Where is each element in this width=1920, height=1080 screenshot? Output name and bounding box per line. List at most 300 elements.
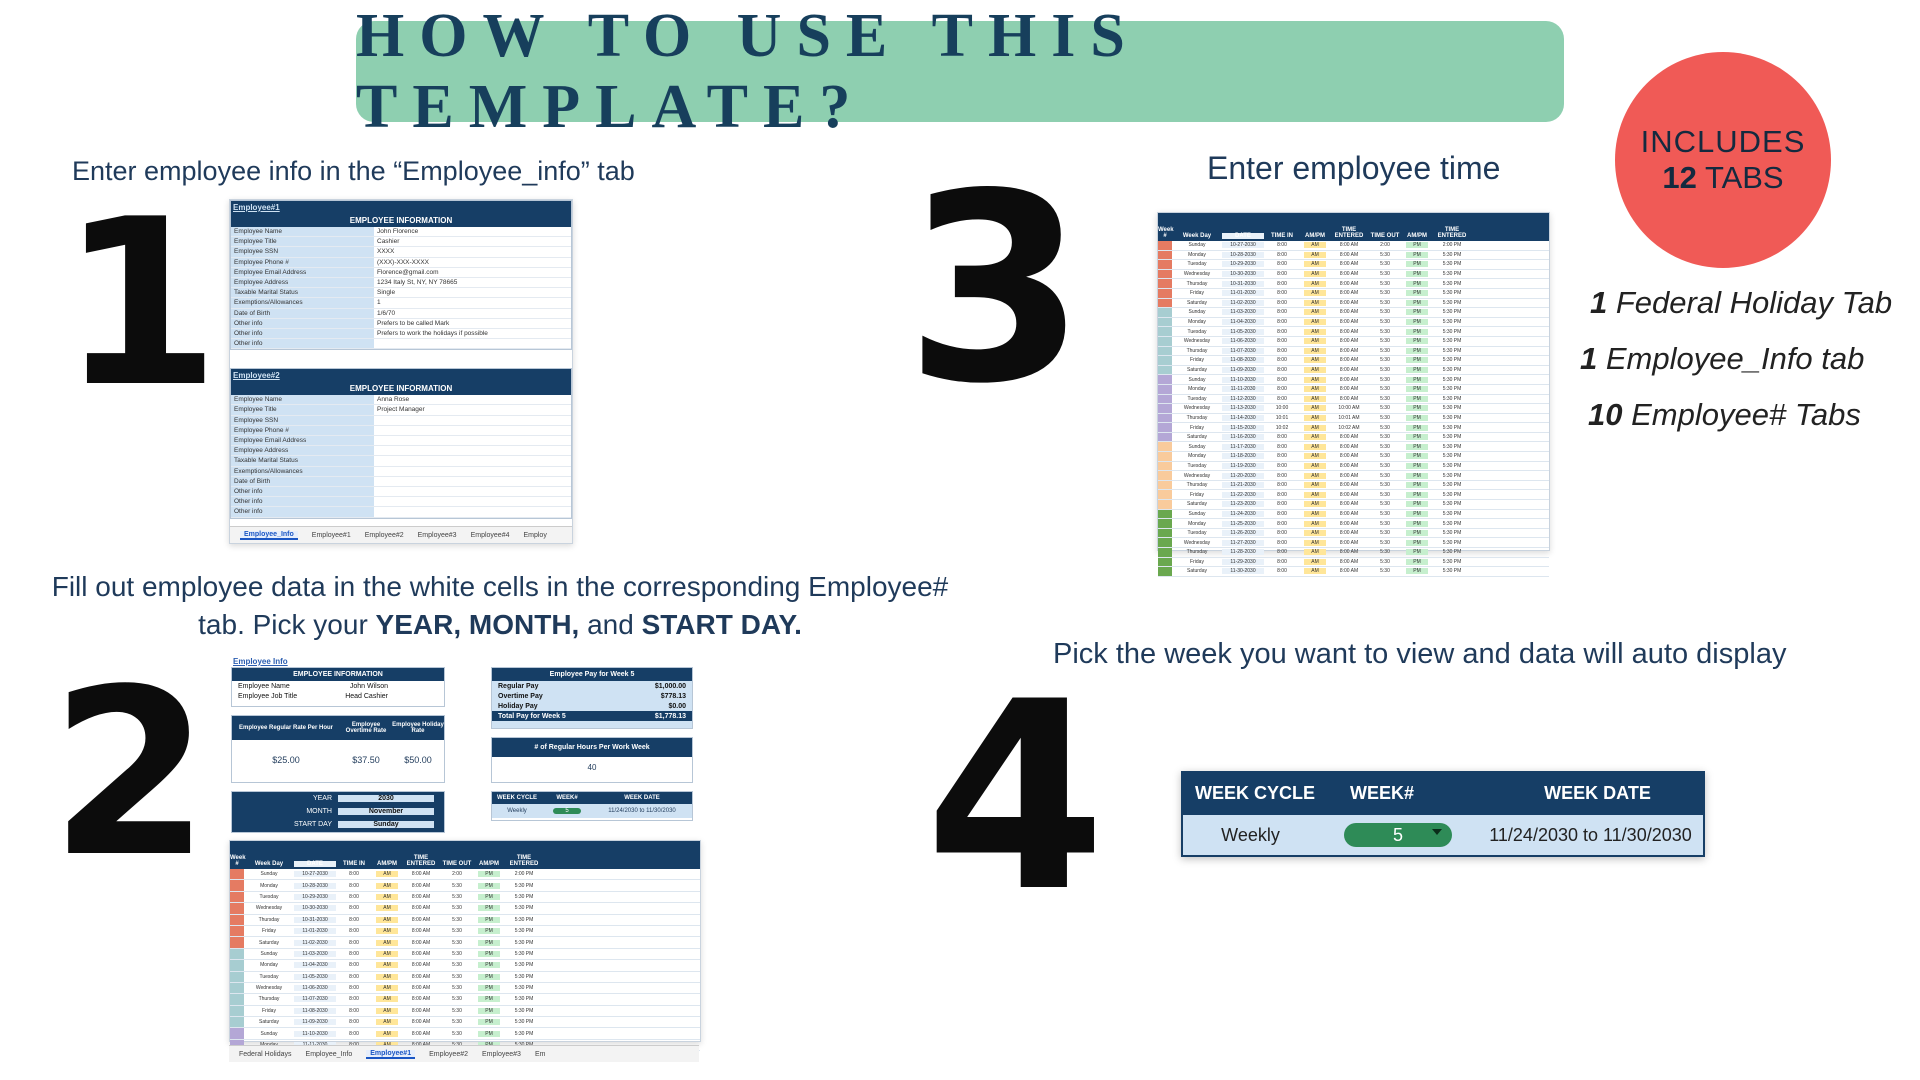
field-value[interactable] [374,456,571,465]
time-entered-cell: 2:00 PM [1442,242,1462,249]
sheet-tab[interactable]: Em [534,1050,546,1058]
am-pm-select[interactable]: PM [1402,568,1432,574]
time-in-cell[interactable]: 8:00 [1277,280,1287,287]
am-pm-select[interactable]: AM [1300,338,1330,344]
time-entered-cell: 8:00 AM [1339,319,1359,326]
time-entered-cell: 5:30 PM [1442,328,1462,335]
am-pm-select[interactable]: AM [372,962,402,968]
employee-link[interactable]: Employee#1 [233,203,280,212]
time-out-cell[interactable]: 5:30 [452,1019,462,1026]
am-pm-select[interactable]: PM [1402,348,1432,354]
date-cell: 11-04-2030 [294,962,336,968]
time-in-cell[interactable]: 8:00 [1277,357,1287,364]
step-2-caption [0,568,1000,644]
time-in-cell[interactable]: 8:00 [1277,261,1287,268]
time-in-cell[interactable]: 8:00 [1277,271,1287,278]
am-pm-select[interactable]: AM [372,871,402,877]
am-pm-select[interactable]: AM [1300,521,1330,527]
am-pm-select[interactable]: PM [1402,501,1432,507]
time-in-cell[interactable]: 8:00 [1277,251,1287,258]
am-pm-select[interactable]: AM [1300,501,1330,507]
am-pm-select[interactable]: PM [1402,530,1432,536]
am-pm-select[interactable]: PM [474,974,504,980]
time-in-cell[interactable]: 8:00 [1277,539,1287,546]
time-out-cell[interactable]: 5:30 [452,996,462,1003]
field-value[interactable]: Project Manager [377,406,425,414]
field-value[interactable]: Cashier [377,238,400,246]
am-pm-select[interactable]: AM [1300,271,1330,277]
time-in-cell[interactable]: 8:00 [349,905,359,912]
am-pm-select[interactable]: AM [1300,309,1330,315]
am-pm-select[interactable]: AM [372,940,402,946]
am-pm-select[interactable]: PM [1402,463,1432,469]
am-pm-select[interactable]: PM [1402,453,1432,459]
week-band [1158,452,1172,461]
am-pm-select[interactable]: PM [474,894,504,900]
time-in-cell[interactable]: 8:00 [349,882,359,889]
time-in-cell[interactable]: 8:00 [1277,549,1287,556]
time-entered-cell: 8:00 AM [1339,280,1359,287]
field-value[interactable]: 1 [377,299,381,307]
regular-rate[interactable]: $25.00 [272,755,300,765]
time-entered-cell: 5:30 PM [514,1030,534,1037]
am-pm-select[interactable]: PM [1402,242,1432,248]
field-value[interactable] [374,497,571,506]
am-pm-select[interactable]: AM [1300,540,1330,546]
field-value[interactable]: 1/6/70 [377,309,396,317]
time-in-cell[interactable]: 8:00 [1277,434,1287,441]
am-pm-select[interactable]: PM [1402,396,1432,402]
time-out-cell[interactable]: 5:30 [1380,395,1390,402]
am-pm-select[interactable]: PM [474,1019,504,1025]
time-in-cell[interactable]: 8:00 [349,871,359,878]
time-in-cell[interactable]: 8:00 [1277,309,1287,316]
time-in-cell[interactable]: 8:00 [1277,558,1287,565]
am-pm-select[interactable]: PM [1402,386,1432,392]
am-pm-select[interactable]: PM [474,871,504,877]
am-pm-select[interactable]: AM [1300,530,1330,536]
time-out-cell[interactable]: 5:30 [1380,501,1390,508]
month-select[interactable]: November [338,808,434,815]
time-in-cell[interactable]: 8:00 [1277,568,1287,575]
am-pm-select[interactable]: PM [1402,482,1432,488]
time-in-cell[interactable]: 8:00 [1277,462,1287,469]
am-pm-select[interactable]: PM [1402,492,1432,498]
time-in-cell[interactable]: 8:00 [1277,510,1287,517]
employee-sheet [229,655,704,1075]
time-out-cell[interactable]: 5:30 [452,939,462,946]
time-out-cell[interactable]: 5:30 [452,893,462,900]
am-pm-select[interactable]: AM [372,996,402,1002]
week-band [1158,558,1172,567]
week-band [1158,538,1172,547]
am-pm-select[interactable]: PM [1402,261,1432,267]
time-entered-cell: 8:00 AM [1339,501,1359,508]
field-value[interactable] [374,416,571,425]
am-pm-select[interactable]: AM [1300,290,1330,296]
employee-link[interactable]: Employee#2 [233,371,280,381]
column-header: TIME ENTERED [1437,227,1467,239]
am-pm-select[interactable]: AM [1300,463,1330,469]
time-out-cell[interactable]: 5:30 [452,973,462,980]
table-row [1158,270,1549,280]
time-out-cell[interactable]: 5:30 [1380,568,1390,575]
am-pm-select[interactable]: PM [1402,367,1432,373]
table-row [1158,337,1549,347]
am-pm-select[interactable]: PM [1402,559,1432,565]
am-pm-select[interactable]: AM [372,1019,402,1025]
time-out-cell[interactable]: 5:30 [452,882,462,889]
time-out-cell[interactable]: 5:30 [1380,367,1390,374]
table-row [1158,260,1549,270]
time-out-cell[interactable]: 5:30 [1380,453,1390,460]
time-in-cell[interactable]: 8:00 [1277,395,1287,402]
am-pm-select[interactable]: AM [372,1008,402,1014]
time-out-cell[interactable]: 5:30 [1380,347,1390,354]
field-value[interactable]: Single [377,289,396,297]
time-in-cell[interactable]: 8:00 [1277,453,1287,460]
am-pm-select[interactable]: AM [1300,568,1330,574]
am-pm-select[interactable]: AM [372,951,402,957]
time-in-cell[interactable]: 8:00 [1277,482,1287,489]
am-pm-select[interactable]: AM [1300,252,1330,258]
table-row [230,1017,700,1028]
time-out-cell[interactable]: 5:30 [1380,549,1390,556]
time-out-cell[interactable]: 5:30 [452,985,462,992]
field-value[interactable] [374,446,571,455]
am-pm-select[interactable]: AM [1300,329,1330,335]
am-pm-select[interactable]: AM [1300,511,1330,517]
am-pm-select[interactable]: AM [1300,425,1330,431]
sheet-tab[interactable]: Employee#1 [311,531,351,539]
sheet-tab[interactable]: Employee#1 [366,1050,415,1059]
time-out-cell[interactable]: 5:30 [1380,491,1390,498]
time-entered-cell: 8:00 AM [411,996,431,1003]
time-entered-cell: 5:30 PM [1442,462,1462,469]
time-in-cell[interactable]: 10:02 [1275,424,1289,431]
week-number-dropdown[interactable]: 5 [1344,823,1452,847]
am-pm-select[interactable]: AM [1300,453,1330,459]
am-pm-select[interactable]: PM [1402,357,1432,363]
time-in-cell[interactable]: 8:00 [1277,319,1287,326]
start-day-select[interactable]: Sunday [338,821,434,828]
am-pm-select[interactable]: AM [372,894,402,900]
am-pm-select[interactable]: PM [1402,425,1432,431]
week-day: Thursday [258,916,280,923]
field-value[interactable]: Florence@gmail.com [377,268,439,276]
am-pm-select[interactable]: PM [1402,434,1432,440]
am-pm-select[interactable]: PM [474,917,504,923]
sheet-tab[interactable]: Employee#2 [429,1050,469,1058]
field-value[interactable]: XXXX [377,248,395,256]
year-select[interactable]: 2030 [338,795,434,802]
am-pm-select[interactable]: PM [1402,415,1432,421]
time-in-cell[interactable]: 8:00 [349,996,359,1003]
field-value[interactable] [374,467,571,476]
table-row [230,994,700,1005]
time-out-cell[interactable]: 5:30 [452,916,462,923]
field-value[interactable] [374,339,571,348]
week-number-select[interactable]: 5 [553,808,580,814]
time-in-cell[interactable]: 8:00 [1277,530,1287,537]
column-header: Week # [230,855,246,867]
time-in-cell[interactable]: 8:00 [1277,491,1287,498]
week-day: Monday [260,882,278,889]
field-value[interactable]: Prefers to be called Mark [377,319,450,327]
time-entered-cell: 8:00 AM [1339,251,1359,258]
am-pm-select[interactable]: AM [1300,396,1330,402]
am-pm-select[interactable]: AM [372,917,402,923]
time-in-cell[interactable]: 8:00 [1277,520,1287,527]
field-label: Other info [231,329,374,338]
date-cell: 11-15-2030 [1222,425,1264,431]
am-pm-select[interactable]: AM [1300,549,1330,555]
time-out-cell[interactable]: 5:30 [1380,510,1390,517]
time-entered-cell: 5:30 PM [514,950,534,957]
date-cell: 11-14-2030 [1222,415,1264,421]
time-out-cell[interactable]: 5:30 [1380,299,1390,306]
time-out-cell[interactable]: 5:30 [1380,434,1390,441]
time-in-cell[interactable]: 8:00 [1277,376,1287,383]
time-out-cell[interactable]: 5:30 [1380,290,1390,297]
field-value[interactable]: John Florence [377,228,419,235]
time-in-cell[interactable]: 8:00 [349,950,359,957]
field-value[interactable]: Anna Rose [377,396,410,404]
time-in-cell[interactable]: 8:00 [1277,347,1287,354]
am-pm-select[interactable]: AM [1300,377,1330,383]
time-out-cell[interactable]: 5:30 [1380,414,1390,421]
time-in-cell[interactable]: 8:00 [1277,242,1287,249]
am-pm-select[interactable]: AM [372,1031,402,1037]
regular-hours-value[interactable]: 40 [587,763,597,772]
time-out-cell[interactable]: 5:30 [1380,539,1390,546]
am-pm-select[interactable]: AM [1300,357,1330,363]
am-pm-select[interactable]: AM [1300,348,1330,354]
week-day: Sunday [260,950,278,957]
am-pm-select[interactable]: PM [474,985,504,991]
week-band [1158,318,1172,327]
time-entered-cell: 8:00 AM [1339,290,1359,297]
time-out-cell[interactable]: 5:30 [1380,271,1390,278]
time-out-cell[interactable]: 5:30 [1380,558,1390,565]
time-in-cell[interactable]: 10:00 [1275,405,1289,412]
am-pm-select[interactable]: AM [1300,444,1330,450]
time-entered-cell: 5:30 PM [514,996,534,1003]
time-out-cell[interactable]: 5:30 [1380,386,1390,393]
employee-info-link[interactable]: Employee Info [233,657,288,666]
am-pm-select[interactable]: PM [474,1008,504,1014]
time-out-cell[interactable]: 5:30 [1380,309,1390,316]
time-entered-cell: 5:30 PM [1442,414,1462,421]
am-pm-select[interactable]: AM [1300,492,1330,498]
table-row [230,960,700,971]
am-pm-select[interactable]: AM [1300,405,1330,411]
time-out-cell[interactable]: 5:30 [452,1007,462,1014]
am-pm-select[interactable]: PM [1402,329,1432,335]
time-entered-cell: 5:30 PM [1442,530,1462,537]
field-value[interactable] [374,426,571,435]
am-pm-select[interactable]: AM [1300,281,1330,287]
field-value[interactable]: 1234 Italy St, NY, NY 78665 [377,278,458,286]
time-entered-cell: 5:30 PM [1442,367,1462,374]
time-out-cell[interactable]: 2:00 [1380,242,1390,249]
am-pm-select[interactable]: PM [474,1031,504,1037]
am-pm-select[interactable]: PM [1402,540,1432,546]
time-entered-cell: 5:30 PM [514,916,534,923]
field-value[interactable] [374,436,571,445]
time-entered-cell: 8:00 AM [411,905,431,912]
time-in-cell[interactable]: 8:00 [349,939,359,946]
time-in-cell[interactable]: 8:00 [1277,443,1287,450]
time-in-cell[interactable]: 8:00 [349,1030,359,1037]
time-out-cell[interactable]: 5:30 [452,962,462,969]
date-cell: 10-29-2030 [294,894,336,900]
time-in-cell[interactable]: 8:00 [1277,367,1287,374]
am-pm-select[interactable]: PM [1402,473,1432,479]
am-pm-select[interactable]: AM [1300,319,1330,325]
am-pm-select[interactable]: PM [1402,511,1432,517]
time-entered-cell: 8:00 AM [1339,434,1359,441]
week-day: Monday [1188,520,1206,527]
am-pm-select[interactable]: PM [474,996,504,1002]
am-pm-select[interactable]: AM [1300,559,1330,565]
am-pm-select[interactable]: PM [1402,521,1432,527]
am-pm-select[interactable]: PM [1402,290,1432,296]
am-pm-select[interactable]: AM [1300,300,1330,306]
time-in-cell[interactable]: 10:01 [1275,414,1289,421]
am-pm-select[interactable]: AM [1300,367,1330,373]
table-row [1158,366,1549,376]
time-out-cell[interactable]: 5:30 [1380,530,1390,537]
am-pm-select[interactable]: PM [474,940,504,946]
time-out-cell[interactable]: 5:30 [1380,462,1390,469]
am-pm-select[interactable]: PM [1402,281,1432,287]
date-cell: 11-07-2030 [1222,348,1264,354]
time-out-cell[interactable]: 5:30 [452,950,462,957]
time-out-cell[interactable]: 5:30 [452,905,462,912]
sheet-tab[interactable]: Employee#4 [470,531,510,539]
sheet-tab[interactable]: Federal Holidays [239,1050,292,1058]
table-row [1158,452,1549,462]
sheet-tab[interactable]: Employee#3 [417,531,457,539]
week-band [230,994,244,1004]
am-pm-select[interactable]: AM [372,985,402,991]
am-pm-select[interactable]: AM [1300,434,1330,440]
time-out-cell[interactable]: 5:30 [1380,338,1390,345]
field-value[interactable]: (XXX)-XXX-XXXX [377,258,430,266]
time-in-cell[interactable]: 8:00 [349,985,359,992]
sheet-tab[interactable]: Employee#3 [482,1050,521,1058]
sheet-tab[interactable]: Employee#2 [364,531,404,539]
am-pm-select[interactable]: PM [474,883,504,889]
am-pm-select[interactable]: PM [1402,300,1432,306]
time-in-cell[interactable]: 8:00 [1277,338,1287,345]
time-in-cell[interactable]: 8:00 [1277,501,1287,508]
am-pm-select[interactable]: PM [1402,319,1432,325]
time-out-cell[interactable]: 5:30 [1380,319,1390,326]
time-out-cell[interactable]: 5:30 [1380,251,1390,258]
time-out-cell[interactable]: 5:30 [452,1030,462,1037]
am-pm-select[interactable]: AM [372,883,402,889]
am-pm-select[interactable]: PM [474,962,504,968]
am-pm-select[interactable]: AM [372,928,402,934]
time-in-cell[interactable]: 8:00 [349,962,359,969]
sheet-tab[interactable]: Employee_Info [305,1050,353,1058]
time-out-cell[interactable]: 5:30 [1380,376,1390,383]
time-out-cell[interactable]: 2:00 [452,871,462,878]
am-pm-select[interactable]: PM [474,928,504,934]
field-value[interactable]: Prefers to work the holidays if possible [377,329,488,337]
time-out-cell[interactable]: 5:30 [1380,472,1390,479]
field-label: Employee Name [231,395,374,404]
am-pm-select[interactable]: AM [372,974,402,980]
am-pm-select[interactable]: AM [1300,482,1330,488]
am-pm-select[interactable]: AM [1300,386,1330,392]
week-band [230,915,244,925]
week-day: Thursday [1186,280,1208,287]
time-out-cell[interactable]: 5:30 [1380,405,1390,412]
time-in-cell[interactable]: 8:00 [1277,386,1287,393]
time-out-cell[interactable]: 5:30 [1380,520,1390,527]
employee-block [230,368,572,518]
sheet-tab[interactable]: Employ [523,531,547,539]
time-in-cell[interactable]: 8:00 [349,1019,359,1026]
week-day: Saturday [1186,501,1207,508]
am-pm-select[interactable]: PM [1402,377,1432,383]
time-out-cell[interactable]: 5:30 [1380,328,1390,335]
am-pm-select[interactable]: PM [1402,338,1432,344]
am-pm-select[interactable]: AM [372,905,402,911]
time-out-cell[interactable]: 5:30 [452,928,462,935]
time-out-cell[interactable]: 5:30 [1380,280,1390,287]
time-in-cell[interactable]: 8:00 [349,1007,359,1014]
time-out-cell[interactable]: 5:30 [1380,357,1390,364]
time-out-cell[interactable]: 5:30 [1380,482,1390,489]
time-in-cell[interactable]: 8:00 [1277,299,1287,306]
am-pm-select[interactable]: AM [1300,242,1330,248]
am-pm-select[interactable]: PM [1402,252,1432,258]
am-pm-select[interactable]: PM [1402,405,1432,411]
field-value[interactable] [374,487,571,496]
time-out-cell[interactable]: 5:30 [1380,443,1390,450]
am-pm-select[interactable]: AM [1300,473,1330,479]
am-pm-select[interactable]: PM [1402,549,1432,555]
am-pm-select[interactable]: PM [1402,444,1432,450]
time-in-cell[interactable]: 8:00 [349,928,359,935]
time-out-cell[interactable]: 5:30 [1380,424,1390,431]
date-cell: 11-23-2030 [1222,501,1264,507]
time-in-cell[interactable]: 8:00 [349,893,359,900]
week-band [1158,423,1172,432]
week-select-panel: WEEK CYCLE WEEK# WEEK DATE Weekly 5 11/24/2030 to 11/30/2030 [491,791,693,821]
time-in-cell[interactable]: 8:00 [349,916,359,923]
time-in-cell[interactable]: 8:00 [1277,290,1287,297]
time-in-cell[interactable]: 8:00 [1277,472,1287,479]
am-pm-select[interactable]: AM [1300,415,1330,421]
field-value[interactable] [374,507,571,516]
am-pm-select[interactable]: PM [1402,309,1432,315]
time-in-cell[interactable]: 8:00 [349,973,359,980]
am-pm-select[interactable]: AM [1300,261,1330,267]
am-pm-select[interactable]: PM [474,905,504,911]
sheet-tab[interactable]: Employee_Info [240,531,298,540]
field-value[interactable] [374,477,571,486]
time-out-cell[interactable]: 5:30 [1380,261,1390,268]
employee-field-row [231,497,571,507]
am-pm-select[interactable]: PM [474,951,504,957]
am-pm-select[interactable]: PM [1402,271,1432,277]
time-in-cell[interactable]: 8:00 [1277,328,1287,335]
